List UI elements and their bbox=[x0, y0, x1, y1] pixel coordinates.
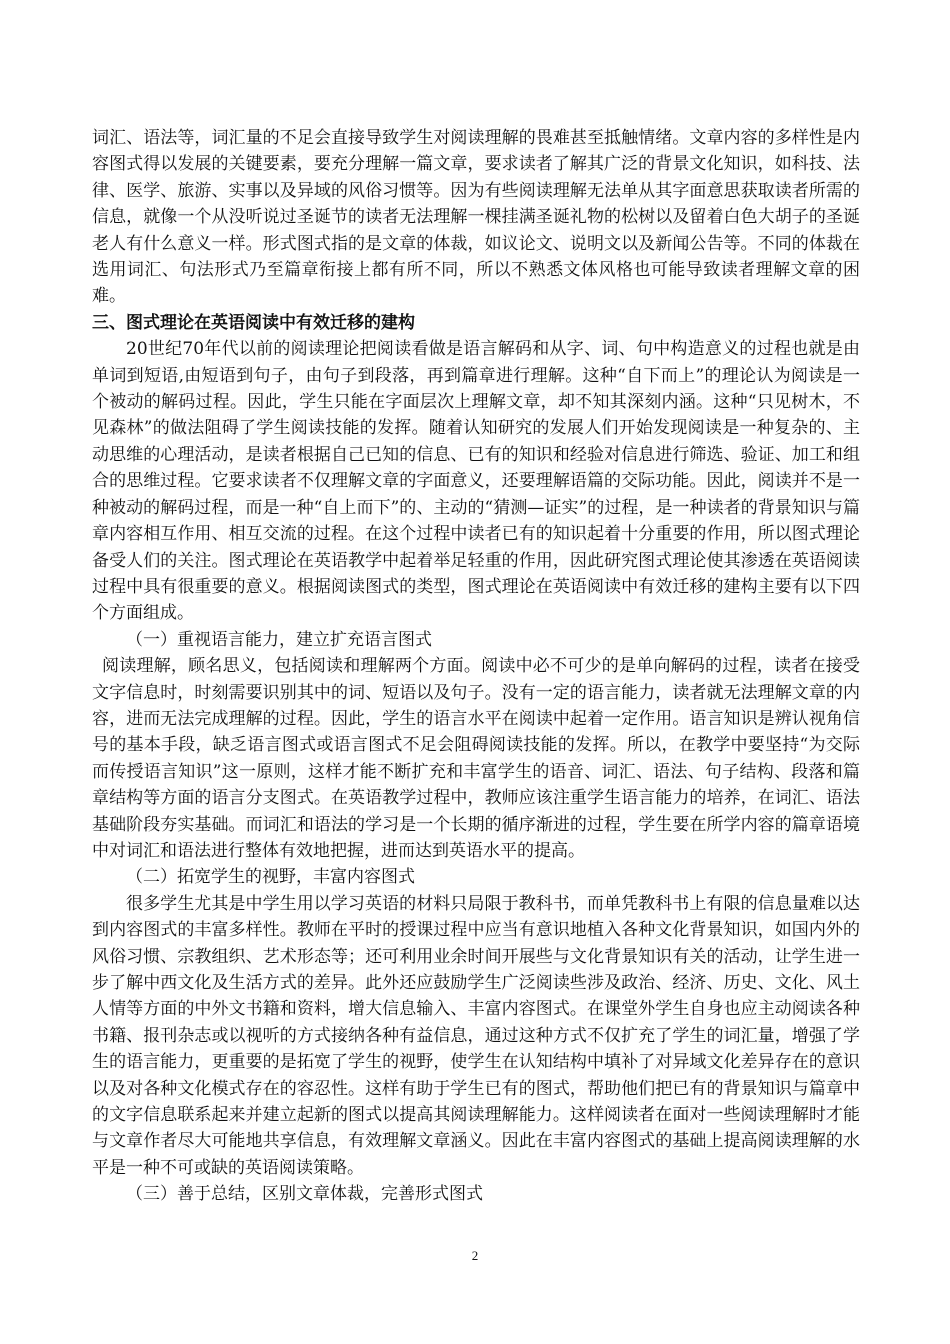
paragraph-content-schema-continued: 词汇、语法等，词汇量的不足会直接导致学生对阅读理解的畏难甚至抵触情绪。文章内容的多样性是内容图式得以发展的关键要素，要充分理解一篇文章，要求读者了解其广泛的背景文化知识，如科技、法律、医学、旅游、实事以及异域的风俗习惯等。因为有些阅读理解无法单从其字面意思获取读者所需的信息，就像一个从没听说过圣诞节的读者无法理解一棵挂满圣诞礼物的松树以及留着白色大胡子的圣诞老人有什么意义一样。形式图式指的是文章的体裁，如议论文、说明文以及新闻公告等。不同的体裁在选用词汇、句法形式乃至篇章衔接上都有所不同，所以不熟悉文体风格也可能导致读者理解文章的困难。 bbox=[92, 128, 860, 307]
section-heading-3: 三、图式理论在英语阅读中有效迁移的建构 bbox=[92, 312, 415, 333]
subheading-2: （二）拓宽学生的视野，丰富内容图式 bbox=[126, 867, 415, 888]
subheading-1: （一）重视语言能力，建立扩充语言图式 bbox=[126, 629, 432, 650]
page-number: 2 bbox=[471, 1248, 479, 1263]
paragraph-content-schema: 很多学生尤其是中学生用以学习英语的材料只局限于教科书，而单凭教科书上有限的信息量难以达到内容图式的丰富多样性。教师在平时的授课过程中应当有意识地植入各种文化背景知识，如国内外的风俗习惯、宗教组织、艺术形态等；还可利用业余时间开展些与文化背景知识有关的活动，让学生进一步了解中西文化及生活方式的差异。此外还应鼓励学生广泛阅读些涉及政治、经济、历史、文化、风土人情等方面的中外文书籍和资料，增大信息输入、丰富内容图式。在课堂外学生自身也应主动阅读各种书籍、报刊杂志或以视听的方式接纳各种有益信息，通过这种方式不仅扩充了学生的词汇量，增强了学生的语言能力，更重要的是拓宽了学生的视野，使学生在认知结构中填补了对异域文化差异存在的意识以及对各种文化模式存在的容忍性。这样有助于学生已有的图式，帮助他们把已有的背景知识与篇章中的文字信息联系起来并建立起新的图式以提高其阅读理解能力。这样阅读者在面对一些阅读理解时才能与文章作者尽大可能地共享信息，有效理解文章涵义。因此在丰富内容图式的基础上提高阅读理解的水平是一种不可或缺的英语阅读策略。 bbox=[92, 893, 860, 1178]
document-body bbox=[92, 125, 860, 1208]
subheading-3: （三）善于总结，区别文章体裁，完善形式图式 bbox=[126, 1184, 483, 1205]
paragraph-reading-theory: 20世纪70年代以前的阅读理论把阅读看做是语言解码和从字、词、句中构造意义的过程也就是由单词到短语,由短语到句子，由句子到段落，再到篇章进行理解。这种“自下而上”的理论认为阅读是一个被动的解码过程。因此，学生只能在字面层次上理解文章，却不知其深刻内涵。这种“只见树木，不见森林”的做法阻碍了学生阅读技能的发挥。随着认知研究的发展人们开始发现阅读是一种复杂的、主动思维的心理活动，是读者根据自己已知的信息、已有的知识和经验对信息进行筛选、验证、加工和组合的思维过程。它要求读者不仅理解文章的字面意义，还要理解语篇的交际功能。因此，阅读并不是一种被动的解码过程，而是一种“自上而下”的、主动的“猜测—证实”的过程，是一种读者的背景知识与篇章内容相互作用、相互交流的过程。在这个过程中读者已有的知识起着十分重要的作用，所以图式理论备受人们的关注。图式理论在英语教学中起着举足轻重的作用，因此研究图式理论使其渗透在英语阅读过程中具有很重要的意义。根据阅读图式的类型，图式理论在英语阅读中有效迁移的建构主要有以下四个方面组成。 bbox=[92, 339, 860, 624]
paragraph-language-schema: 阅读理解，顾名思义，包括阅读和理解两个方面。阅读中必不可少的是单向解码的过程，读者在接受文字信息时，时刻需要识别其中的词、短语以及句子。没有一定的语言能力，读者就无法理解文章的内容，进而无法完成理解的过程。因此，学生的语言水平在阅读中起着一定作用。语言知识是辨认视角信号的基本手段，缺乏语言图式或语言图式不足会阻碍阅读技能的发挥。所以，在教学中要坚持“为交际而传授语言知识”这一原则，这样才能不断扩充和丰富学生的语音、词汇、语法、句子结构、段落和篇章结构等方面的语言分支图式。在英语教学过程中，教师应该注重学生语言能力的培养，在词汇、语法基础阶段夯实基础。而词汇和语法的学习是一个长期的循序渐进的过程，学生要在所学内容的篇章语境中对词汇和语法进行整体有效地把握，进而达到英语水平的提高。 bbox=[92, 656, 860, 861]
